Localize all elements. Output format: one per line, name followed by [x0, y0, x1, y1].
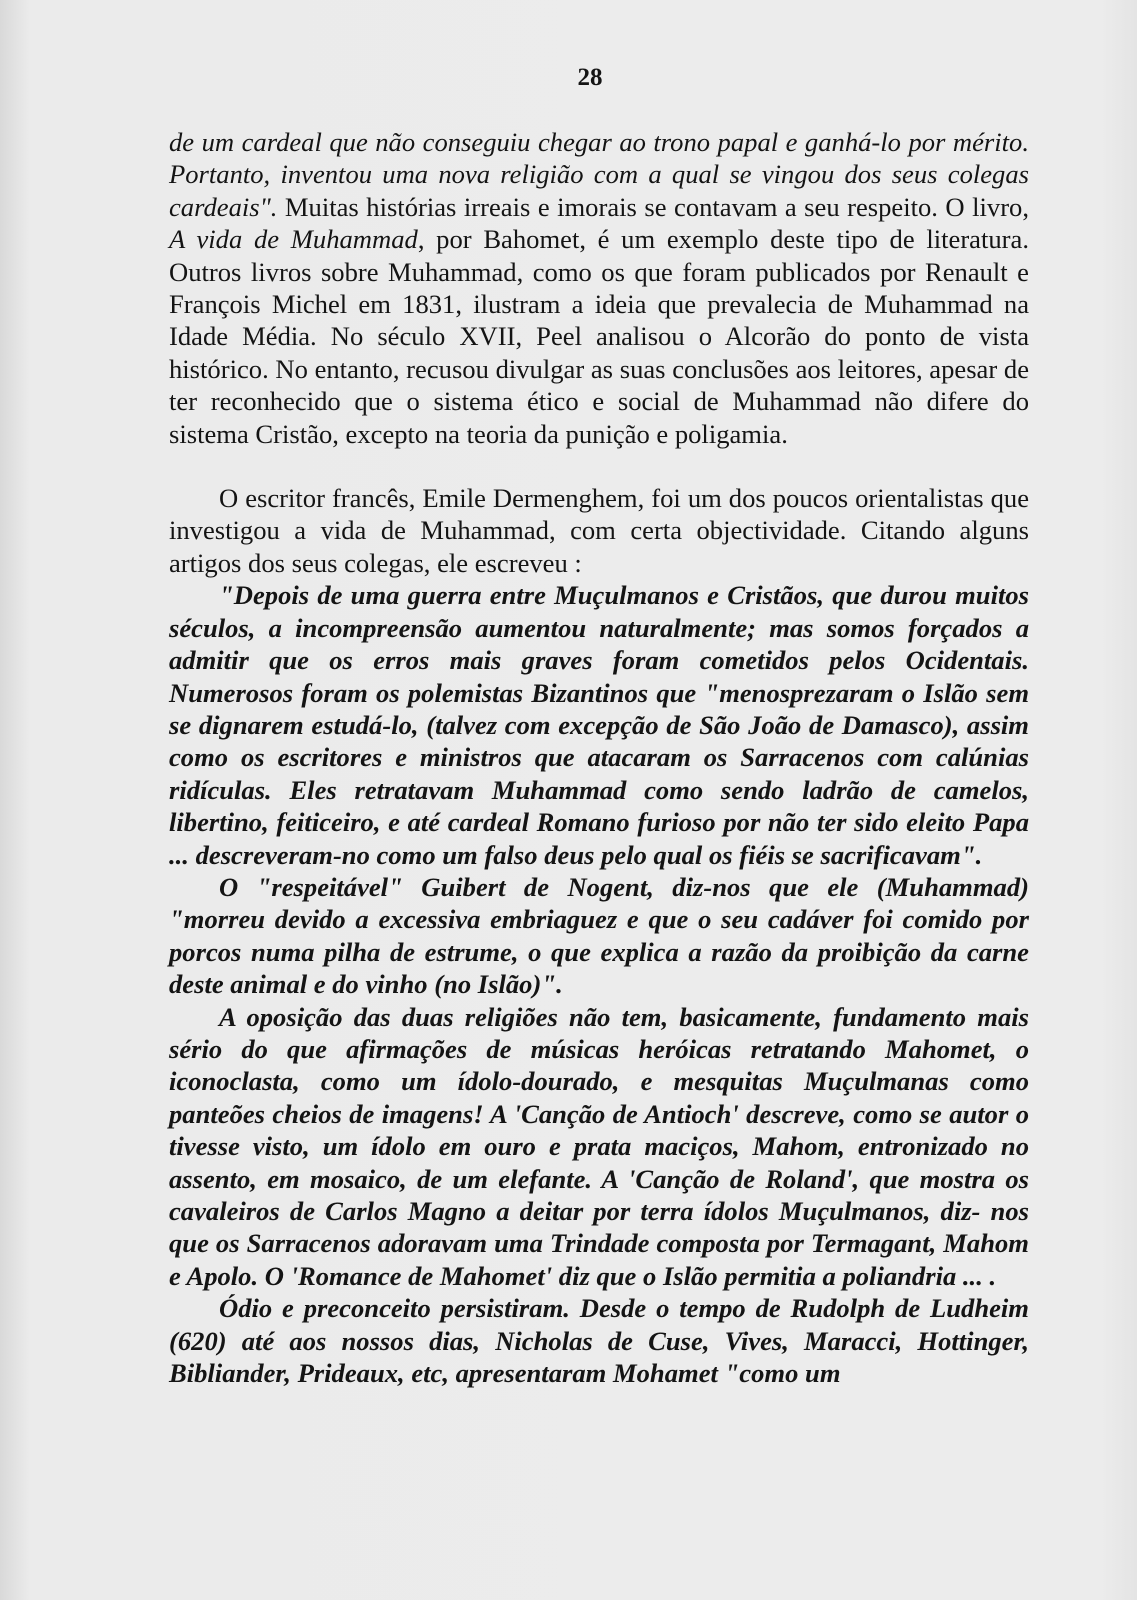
- paragraph-1-text-a: Muitas histórias irreais e imorais se contavam a seu respeito. O livro,: [277, 191, 1029, 222]
- quote-paragraph-2: O "respeitável" Guibert de Nogent, diz-nos que ele (Muhammad) "morreu devido a excessiva embriaguez e que o seu cadáver foi comido por porcos numa pilha de estrume, o que explica a razão da proibição da carne deste animal e do vinho (no Islão)".: [169, 871, 1029, 1000]
- quote-paragraph-4: Ódio e preconceito persistiram. Desde o tempo de Rudolph de Ludheim (620) até aos nossos dias, Nicholas de Cuse, Vives, Maracci, Hottinger, Bibliander, Prideaux, etc, apresentaram Mohamet "como um: [169, 1293, 1029, 1389]
- paragraph-2: O escritor francês, Emile Dermenghem, foi um dos poucos orientalistas que investigou a vida de Muhammad, com certa objectividade. Citando alguns artigos dos seus colegas, ele escreveu :: [169, 483, 1029, 578]
- page-body: [169, 126, 1029, 1389]
- italic-quote-ending: de um cardeal que não conseguiu chegar ao trono papal e ganhá-lo por mérito. Portanto, inventou uma nova religião com a qual se vingou dos seus colegas cardeais".: [169, 127, 1029, 222]
- paragraph-1: [169, 126, 1029, 450]
- paragraph-gap: [169, 450, 1029, 482]
- page-number: 28: [577, 64, 603, 91]
- quote-paragraph-1: "Depois de uma guerra entre Muçulmanos e Cristãos, que durou muitos séculos, a incompreensão aumentou naturalmente; mas somos forçados a admitir que os erros mais graves foram cometidos pelos Ocidentais. Numerosos foram os polemistas Bizantinos que "menosprezaram o Islão sem se dignarem estudá-lo, (talvez com excepção de São João de Damasco), assim como os escritores e ministros que atacaram os Sarracenos com calúnias ridículas. Eles retratavam Muhammad como sendo ladrão de camelos, libertino, feiticeiro, e até cardeal Romano furioso por não ter sido eleito Papa ... descreveram-no como um falso deus pelo qual os fiéis se sacrificavam".: [169, 580, 1029, 870]
- paragraph-1-text-b: , por Bahomet, é um exemplo deste tipo de literatura. Outros livros sobre Muhammad, como os que foram publicados por Renault e François Michel em 1831, ilustram a ideia que prevalecia de Muhammad na Idade Média. No século XVII, Peel analisou o Alcorão do ponto de vista histórico. No entanto, recusou divulgar as suas conclusões aos leitores, apesar de ter reconhecido que o sistema ético e social de Muhammad não difere do sistema Cristão, excepto na teoria da punição e poligamia.: [169, 224, 1029, 449]
- book-title: A vida de Muhammad: [169, 224, 418, 255]
- quote-paragraph-3: A oposição das duas religiões não tem, basicamente, fundamento mais sério do que afirmações de músicas heróicas retratando Mahomet, o iconoclasta, como um ídolo-dourado, e mesquitas Muçulmanas como panteões cheios de imagens! A 'Canção de Antioch' descreve, como se autor o tivesse visto, um ídolo em ouro e prata maciços, Mahom, entronizado no assento, em mosaico, de um elefante. A 'Canção de Roland', que mostra os cavaleiros de Carlos Magno a deitar por terra ídolos Muçulmanos, diz- nos que os Sarracenos adoravam uma Trindade composta por Termagant, Mahom e Apolo. O 'Romance de Mahomet' diz que o Islão permitia a poliandria ... .: [169, 1001, 1029, 1291]
